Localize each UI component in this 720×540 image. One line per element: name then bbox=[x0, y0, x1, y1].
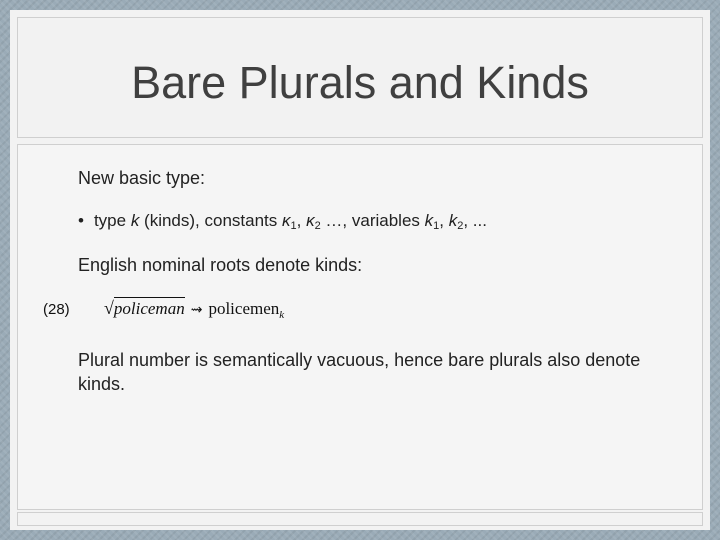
footer-panel bbox=[17, 512, 703, 526]
sqrt-icon: √ bbox=[104, 298, 114, 318]
bullet-text-kinds: (kinds), constants bbox=[139, 211, 282, 230]
content-panel bbox=[17, 144, 703, 510]
paragraph-new-basic-type: New basic type: bbox=[78, 168, 206, 188]
variable-subscript-2: 2 bbox=[457, 220, 464, 232]
bullet-text-prefix: type bbox=[93, 211, 131, 230]
constant-subscript-2: 2 bbox=[314, 220, 321, 232]
bullet-item-type bbox=[78, 212, 487, 232]
slide-title: Bare Plurals and Kinds bbox=[131, 57, 589, 108]
root-term: policeman bbox=[113, 299, 185, 318]
bullet-text-vars: , variables bbox=[342, 211, 425, 230]
paragraph-plural-number: Plural number is semantically vacuous, hence bare plurals also denote kinds. bbox=[78, 350, 641, 394]
variable-subscript-1: 1 bbox=[433, 220, 440, 232]
constant-symbol-2: κ bbox=[306, 211, 315, 230]
bullet-marker: • bbox=[78, 211, 84, 230]
variable-symbol-1: k bbox=[424, 211, 434, 230]
type-variable: k bbox=[130, 211, 140, 230]
variable-symbol-2: k bbox=[448, 211, 458, 230]
bullet-tail: , ... bbox=[463, 211, 487, 230]
squiggly-arrow-icon: ⇝ bbox=[190, 303, 203, 318]
constant-symbol-1: κ bbox=[281, 211, 291, 230]
example-number: (28) bbox=[43, 301, 70, 318]
ellipsis: … bbox=[320, 211, 343, 230]
kind-subscript: k bbox=[279, 309, 285, 321]
constant-subscript-1: 1 bbox=[290, 220, 297, 232]
denotation-term: policemen bbox=[208, 299, 280, 318]
separator-1: , bbox=[296, 211, 307, 230]
example-formula bbox=[104, 299, 284, 321]
title-panel bbox=[17, 17, 703, 138]
separator-2: , bbox=[439, 211, 449, 230]
paragraph-nominal-roots: English nominal roots denote kinds: bbox=[78, 255, 363, 275]
